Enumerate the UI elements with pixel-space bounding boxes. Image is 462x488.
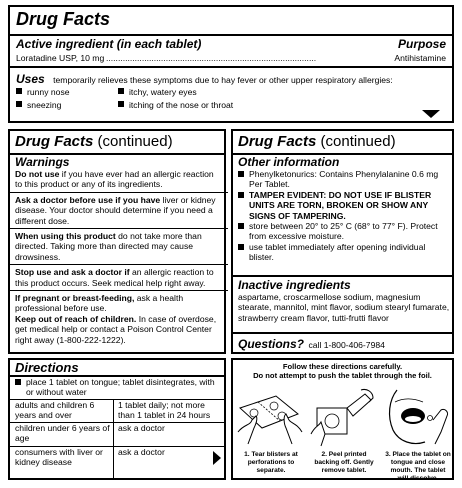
tear-blister-illustration-icon <box>236 386 304 448</box>
directions-who: adults and children 6 years and over <box>15 400 95 421</box>
bullet-icon <box>238 223 244 229</box>
right-continued-box <box>231 129 454 354</box>
bullet-icon <box>16 88 22 94</box>
inactive-ingredients-title: Inactive ingredients <box>238 278 351 292</box>
other-info-title: Other information <box>238 155 340 169</box>
instructions-line2: Do not attempt to push the tablet through the foil. <box>253 371 432 380</box>
leader-dots: ........................................................................................ <box>106 53 317 63</box>
left-continued-title: Drug Facts (continued) <box>15 133 173 150</box>
directions-who: children under 6 years of age <box>15 423 110 444</box>
directions-dose: 1 tablet daily; not more than 1 tablet in 24 hours <box>118 400 211 421</box>
instructions-line1: Follow these directions carefully. <box>282 362 403 371</box>
warning-do-not-use: Do not use if you have ever had an allergic reaction to this product or any of its ingredients. <box>15 169 214 190</box>
directions-intro: place 1 tablet on tongue; tablet disintegrates, with or without water <box>15 377 220 398</box>
inactive-ingredients-text: aspartame, croscarmellose sodium, magnesium stearate, mannitol, mint flavor, sodium stearyl fumarate, strawberry cream flavor, tutti-frutti flavor <box>238 292 450 323</box>
purpose-label: Purpose <box>397 37 446 51</box>
uses-item: runny nose <box>16 87 70 97</box>
bullet-icon <box>238 192 244 198</box>
bullet-icon <box>15 379 21 385</box>
directions-who: consumers with liver or kidney disease <box>15 447 103 468</box>
instruction-step: 2. Peel printed backing off. Gently remove tablet. <box>314 451 374 474</box>
uses-item: itchy, watery eyes <box>118 87 197 97</box>
bullet-icon <box>118 88 124 94</box>
instructions-box <box>231 358 454 480</box>
instruction-step: 3. Place the tablet on tongue and close mouth. The tablet will dissolve. <box>385 451 451 482</box>
instruction-step: 1. Tear blisters at perforations to separate. <box>244 451 298 474</box>
continue-arrow-icon <box>422 110 440 118</box>
directions-dose: ask a doctor <box>118 423 165 433</box>
uses-item: sneezing <box>16 100 61 110</box>
warning-pregnant: If pregnant or breast-feeding, ask a health professional before use. <box>15 293 184 314</box>
header-title: Drug Facts <box>16 9 111 29</box>
bullet-icon <box>16 101 22 107</box>
other-info-item: store between 20° to 25° C (68° to 77° F). Protect from excessive moisture. <box>238 221 451 242</box>
uses-intro: temporarily relieves these symptoms due to hay fever or other upper respiratory allergies: <box>53 75 393 85</box>
right-continued-title: Drug Facts (continued) <box>238 133 396 150</box>
active-ingredient-label: Active ingredient (in each tablet) <box>16 37 202 51</box>
drug-facts-header-box <box>8 5 454 123</box>
directions-box <box>8 358 226 480</box>
questions-line: Questions? call 1-800-406-7984 <box>238 337 385 351</box>
warning-stop-use: Stop use and ask a doctor if an allergic reaction to this product occurs. Seek medical help right away. <box>15 267 214 288</box>
bullet-icon <box>238 171 244 177</box>
warning-when-using: When using this product do not take more than directed. Taking more than directed may cause drowsiness. <box>15 231 202 262</box>
directions-dose: ask a doctor <box>118 447 165 457</box>
uses-item: itching of the nose or throat <box>118 100 233 110</box>
warning-keep-out: Keep out of reach of children. In case of overdose, get medical help or contact a Poison Control Center right away (1-800-222-1222). <box>15 313 217 345</box>
warnings-title: Warnings <box>15 155 70 169</box>
place-on-tongue-illustration-icon <box>383 386 453 448</box>
other-info-item: Phenylketonurics: Contains Phenylalanine 0.6 mg Per Tablet. <box>238 169 451 190</box>
uses-title: Uses <box>16 72 45 86</box>
uses-section <box>16 70 436 88</box>
bullet-icon <box>238 244 244 250</box>
active-ingredient-value: Loratadine USP, 10 mg <box>16 53 105 63</box>
other-info-item: use tablet immediately after opening individual blister. <box>238 242 451 263</box>
peel-backing-illustration-icon <box>309 386 377 448</box>
directions-title: Directions <box>15 360 79 375</box>
other-info-item: TAMPER EVIDENT: DO NOT USE IF BLISTER UNITS ARE TORN, BROKEN OR SHOW ANY SIGNS OF TAMPERING. <box>238 190 451 221</box>
bullet-icon <box>118 101 124 107</box>
left-continued-box <box>8 129 226 354</box>
warning-ask-doctor: Ask a doctor before use if you have liver or kidney disease. Your doctor should determine if you need a different dose. <box>15 194 216 226</box>
purpose-value: Antihistamine <box>394 53 446 63</box>
continue-arrow-icon <box>213 451 221 465</box>
